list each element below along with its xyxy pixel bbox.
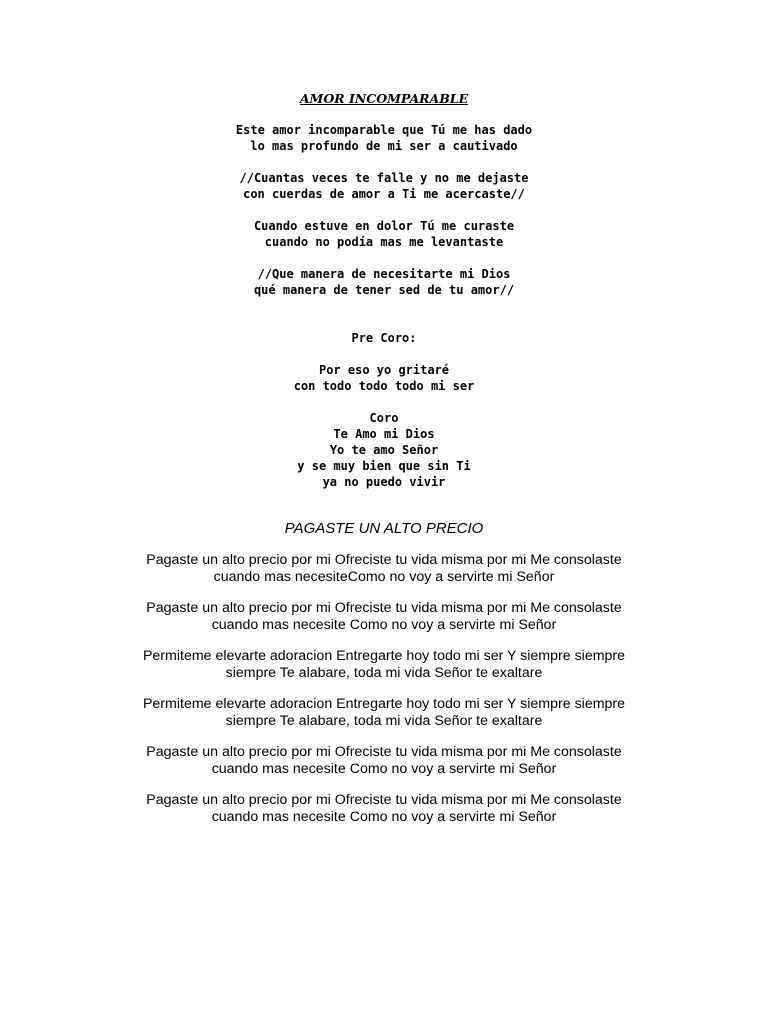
stanza-4	[0, 266, 768, 298]
stanza-1	[0, 122, 768, 154]
lyric-line: //Cuantas veces te falle y no me dejaste	[239, 171, 529, 185]
song1-title: AMOR INCOMPARABLE	[299, 91, 469, 106]
lyric-line: Yo te amo Señor	[329, 443, 439, 457]
lyric-line: //Que manera de necesitarte mi Dios	[257, 267, 511, 281]
lyric-line: cuando no podía mas me levantaste	[264, 235, 504, 249]
section-label: Pre Coro:	[351, 331, 417, 345]
lyric-line: Este amor incomparable que Tú me has dado	[235, 123, 533, 137]
lyric-line: qué manera de tener sed de tu amor//	[253, 283, 515, 297]
lyric-line: Cuando estuve en dolor Tú me curaste	[253, 219, 515, 233]
paragraph-1	[0, 552, 768, 586]
lyric-line: lo mas profundo de mi ser a cautivado	[250, 139, 518, 153]
lyric-line: Pagaste un alto precio por mi Ofreciste tu vida misma por mi Me consolaste	[146, 552, 622, 568]
lyric-line: Te Amo mi Dios	[333, 427, 435, 441]
song-pagaste-un-alto-precio	[0, 519, 768, 840]
coro	[0, 410, 768, 490]
song-amor-incomparable	[0, 91, 768, 506]
lyric-line: cuando mas necesite Como no voy a servirte mi Señor	[211, 617, 557, 633]
pre-coro	[0, 362, 768, 394]
lyric-line: Pagaste un alto precio por mi Ofreciste tu vida misma por mi Me consolaste	[146, 600, 622, 616]
song2-title: PAGASTE UN ALTO PRECIO	[284, 520, 484, 537]
stanza-2	[0, 170, 768, 202]
lyric-line: y se muy bien que sin Ti	[297, 459, 471, 473]
lyric-line: Permiteme elevarte adoracion Entregarte hoy todo mi ser Y siempre siempre	[142, 696, 626, 712]
lyric-line: siempre Te alabare, toda mi vida Señor te exaltare	[225, 713, 543, 729]
lyric-line: con todo todo todo mi ser	[293, 379, 475, 393]
lyric-line: con cuerdas de amor a Ti me acercaste//	[243, 187, 525, 201]
paragraph-3	[0, 648, 768, 682]
pre-coro-heading	[0, 330, 768, 346]
lyric-line: ya no puedo vivir	[322, 475, 446, 489]
lyric-line: cuando mas necesite Como no voy a servirte mi Señor	[211, 809, 557, 825]
lyric-line: Pagaste un alto precio por mi Ofreciste tu vida misma por mi Me consolaste	[146, 792, 622, 808]
paragraph-6	[0, 792, 768, 826]
lyric-line: cuando mas necesite Como no voy a servirte mi Señor	[211, 761, 557, 777]
paragraph-2	[0, 600, 768, 634]
lyric-line: Permiteme elevarte adoracion Entregarte hoy todo mi ser Y siempre siempre	[142, 648, 626, 664]
lyric-line: cuando mas necesiteComo no voy a servirte mi Señor	[213, 569, 555, 585]
paragraph-5	[0, 744, 768, 778]
stanza-3	[0, 218, 768, 250]
section-label: Coro	[369, 411, 399, 425]
lyric-line: Por eso yo gritaré	[318, 363, 450, 377]
lyric-line: Pagaste un alto precio por mi Ofreciste tu vida misma por mi Me consolaste	[146, 744, 622, 760]
paragraph-4	[0, 696, 768, 730]
lyric-line: siempre Te alabare, toda mi vida Señor te exaltare	[225, 665, 543, 681]
